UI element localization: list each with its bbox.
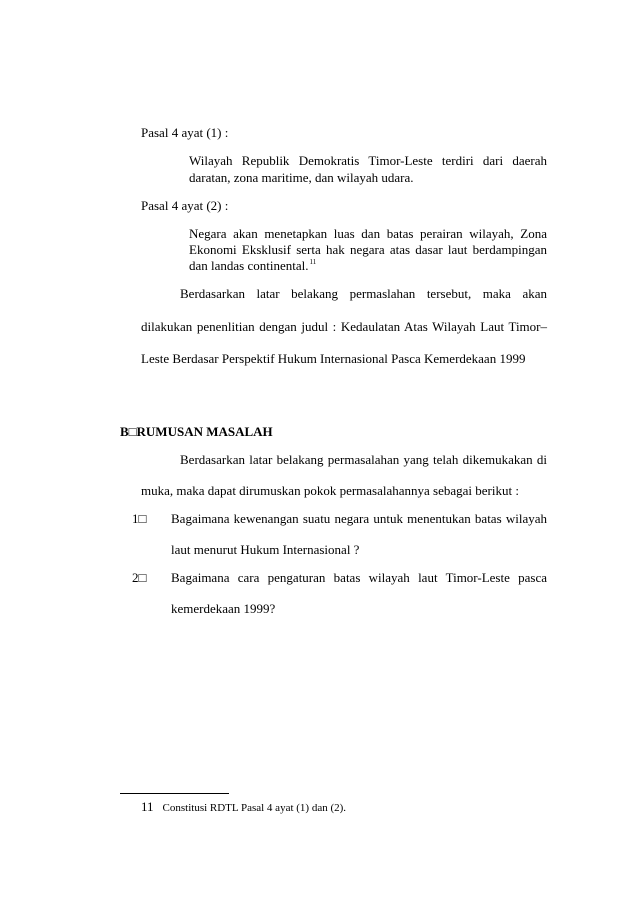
pasal-2-heading: Pasal 4 ayat (2) : (141, 198, 229, 213)
pasal-1-line-2: daratan, zona maritime, dan wilayah udara. (189, 170, 414, 185)
list-item-2-num: 2 (132, 570, 139, 585)
section-b-title: RUMUSAN MASALAH (136, 424, 273, 439)
list-item-2-number: 2□ (132, 570, 147, 585)
section-b-heading: B□RUMUSAN MASALAH (120, 424, 273, 439)
section-b-para-line-1: Berdasarkan latar belakang permasalahan yang telah dikemukakan di (180, 452, 547, 467)
footnote-reference: 11 (309, 258, 317, 266)
footnote-number: 11 (141, 799, 154, 814)
list-item-1-line-1: Bagaimana kewenangan suatu negara untuk menentukan batas wilayah (171, 511, 547, 526)
footnote-separator (120, 793, 229, 794)
list-item-2-line-2: kemerdekaan 1999? (171, 601, 276, 616)
intro-line-1: Berdasarkan latar belakang permaslahan tersebut, maka akan (180, 286, 547, 301)
list-item-1-num: 1 (132, 511, 139, 526)
pasal-2-line-3-text: dan landas continental. (189, 258, 309, 273)
list-item-2-line-1: Bagaimana cara pengaturan batas wilayah laut Timor-Leste pasca (171, 570, 547, 585)
pasal-2-line-3 (189, 257, 316, 277)
pasal-1-heading: Pasal 4 ayat (1) : (141, 125, 229, 140)
pasal-2-line-1: Negara akan menetapkan luas dan batas perairan wilayah, Zona (189, 226, 547, 241)
intro-line-2: dilakukan penenlitian dengan judul : Kedaulatan Atas Wilayah Laut Timor– (141, 319, 547, 334)
pasal-2-line-2: Ekonomi Eksklusif serta hak negara atas dasar laut berdampingan (189, 242, 547, 257)
section-b-para-line-2: muka, maka dapat dirumuskan pokok permasalahannya sebagai berikut : (141, 483, 519, 498)
intro-line-3: Leste Berdasar Perspektif Hukum Internasional Pasca Kemerdekaan 1999 (141, 351, 526, 366)
pasal-1-line-1: Wilayah Republik Demokratis Timor-Leste terdiri dari daerah (189, 153, 547, 168)
section-b-marker: B (120, 424, 129, 439)
list-item-1-number: 1□ (132, 511, 147, 526)
footnote-text: Constitusi RDTL Pasal 4 ayat (1) dan (2). (162, 802, 347, 814)
list-item-1-line-2: laut menurut Hukum Internasional ? (171, 542, 360, 557)
footnote (141, 798, 346, 816)
